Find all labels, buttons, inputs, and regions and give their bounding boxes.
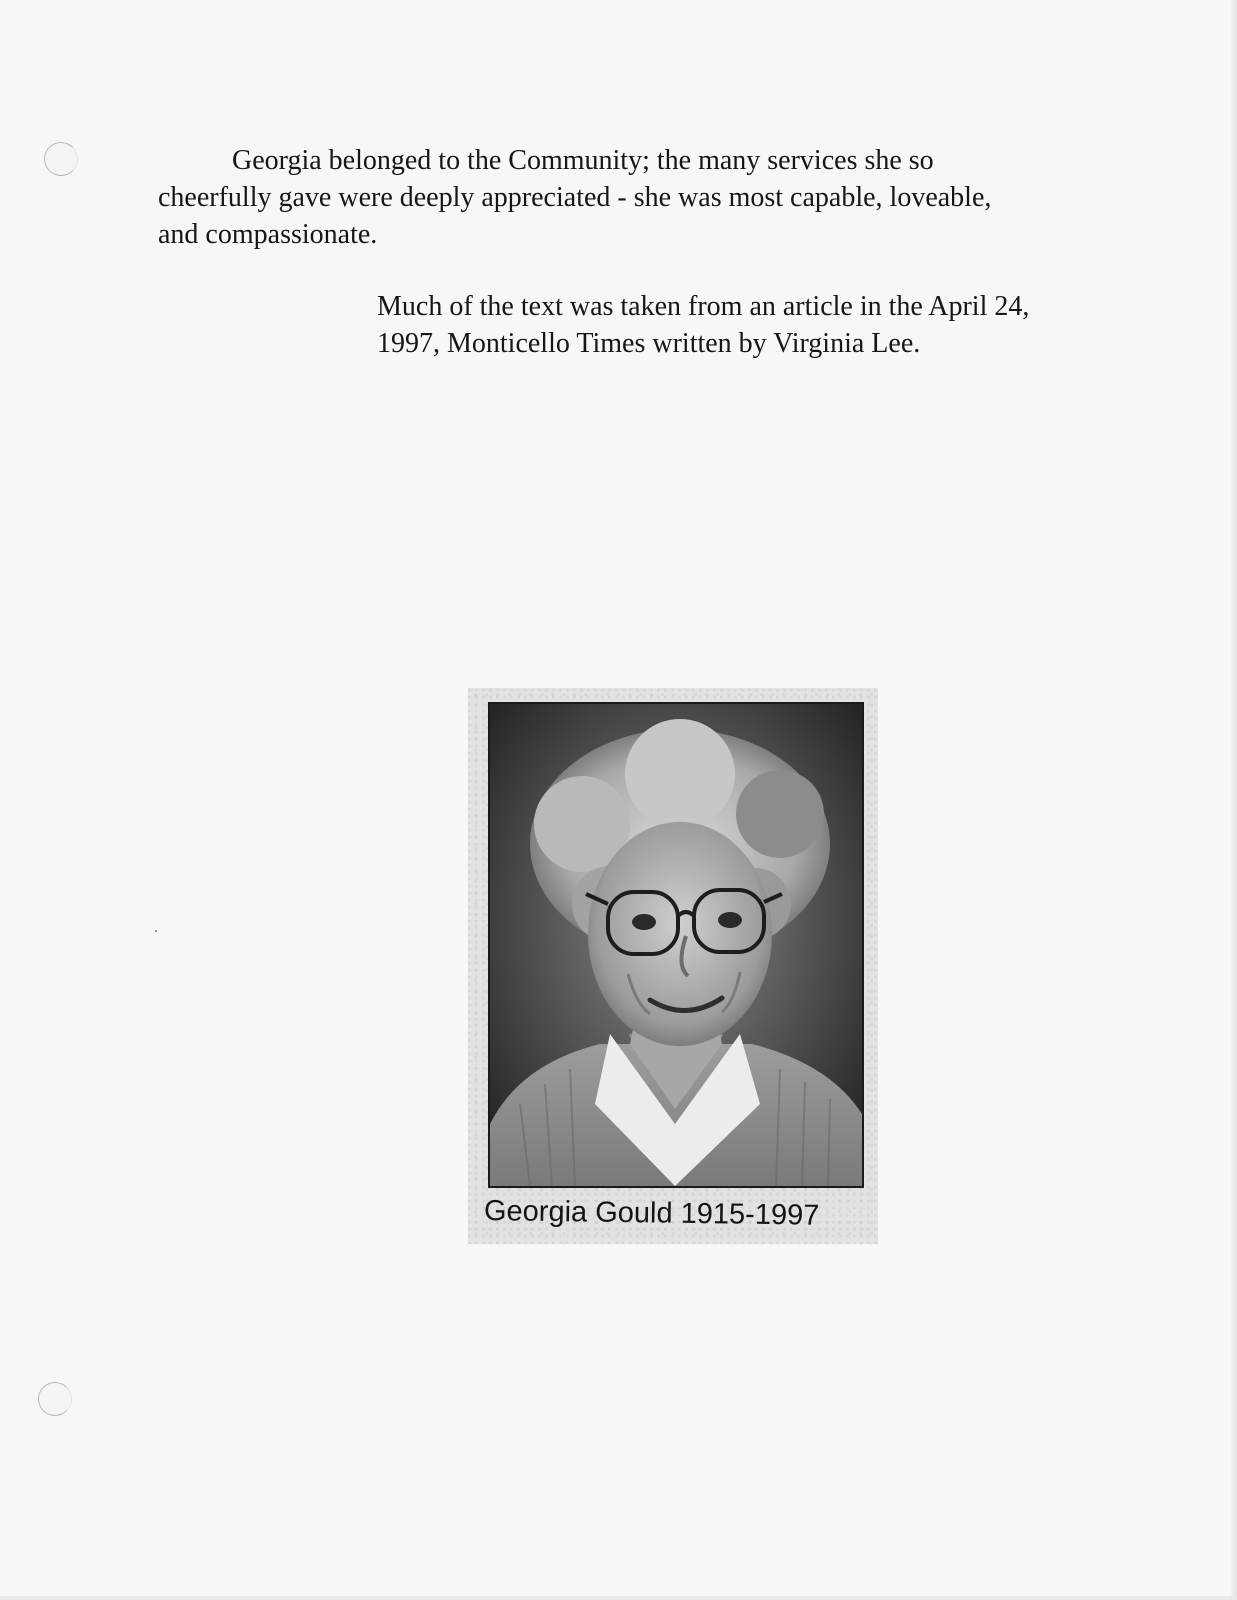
binder-punch-hole-bottom (38, 1382, 72, 1416)
portrait-illustration (490, 704, 862, 1186)
scan-speck (155, 930, 157, 932)
page-right-edge (1231, 0, 1237, 1600)
newspaper-clipping (468, 688, 878, 1244)
tribute-paragraph: Georgia belonged to the Community; the many services she so cheerfully gave were deeply appreciated - she was most capable, loveable, and compassionate. (158, 145, 992, 250)
binder-punch-hole-top (44, 142, 78, 176)
photo-caption: Georgia Gould 1915-1997 (483, 1195, 820, 1232)
source-note: Much of the text was taken from an article in the April 24, 1997, Monticello Times written by Virginia Lee. (377, 291, 1030, 359)
page-bottom-edge (0, 1596, 1237, 1600)
portrait-photo (488, 702, 864, 1188)
